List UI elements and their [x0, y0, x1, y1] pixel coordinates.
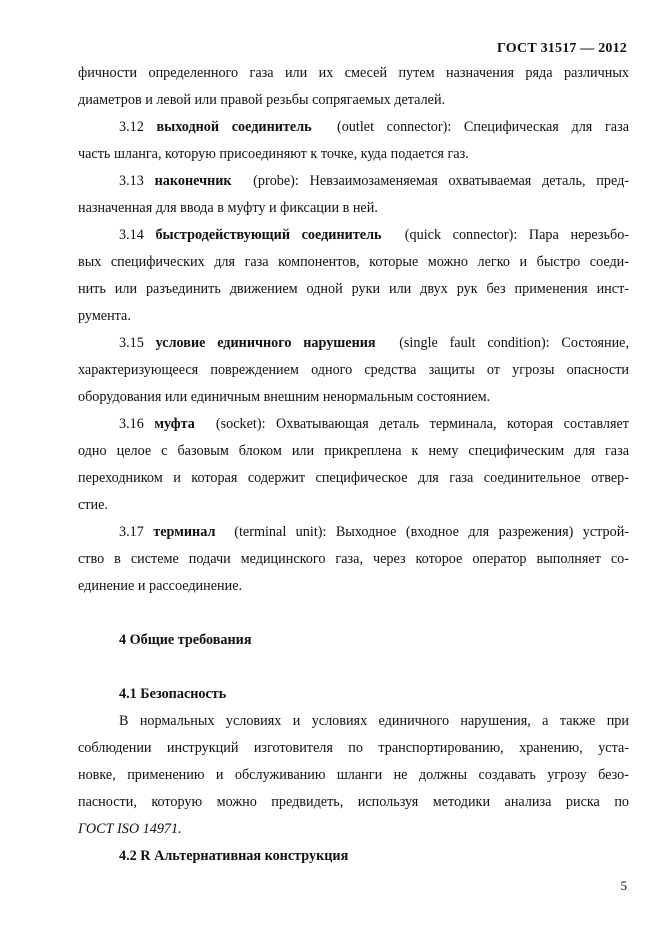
definition-text: (terminal unit): Выходное (входное для разрежения) устрой-	[234, 524, 630, 540]
paragraph-line: назначенная для ввода в муфту и фиксации в ней.	[78, 200, 378, 216]
clause-number: 3.13	[119, 173, 144, 189]
paragraph-line: фичности определенного газа или их смесей путем назначения ряда различных	[78, 65, 629, 81]
document-body	[78, 60, 629, 870]
paragraph-line: одно целое с базовым блоком или прикреплена к нему специфическим для газа	[78, 443, 629, 459]
paragraph-line: пасности, которую можно предвидеть, используя методики анализа риска по	[78, 794, 629, 810]
definition-3-17-line	[78, 519, 629, 546]
standard-reference: ГОСТ ISO 14971.	[78, 821, 182, 837]
defined-term: условие единичного нарушения	[155, 335, 376, 351]
clause-number: 3.17	[119, 524, 144, 540]
document-header: ГОСТ 31517 — 2012	[497, 41, 627, 56]
clause-number: 3.12	[119, 119, 144, 135]
definition-text: (single fault condition): Состояние,	[399, 335, 630, 351]
definition-3-16-line	[78, 411, 629, 438]
defined-term: выходной соединитель	[156, 119, 312, 135]
spacer	[78, 654, 629, 681]
paragraph-line: новке, применению и обслуживанию шланги не должны создавать угрозу безо-	[78, 767, 629, 783]
section-4-heading: 4 Общие требования	[119, 632, 252, 648]
defined-term: быстродействующий соединитель	[155, 227, 382, 243]
definition-3-14-line	[78, 222, 629, 249]
paragraph-line: ство в системе подачи медицинского газа, через которое оператор выполняет со-	[78, 551, 629, 567]
defined-term: терминал	[153, 524, 216, 540]
definition-text: (quick connector): Пара нерезьбо-	[404, 227, 630, 243]
definition-3-15-line	[78, 330, 629, 357]
defined-term: наконечник	[154, 173, 232, 189]
paragraph-line: В нормальных условиях и условиях единичного нарушения, а также при	[119, 713, 629, 729]
definition-text: (probe): Невзаимозаменяемая охватываемая деталь, пред-	[253, 173, 630, 189]
section-4-2-heading: 4.2 R Альтернативная конструкция	[119, 848, 349, 864]
definition-text: (outlet connector): Специфическая для газа	[336, 119, 629, 135]
paragraph-line: переходником и которая содержит специфическое для газа соединительное отвер-	[78, 470, 629, 486]
definition-text: (socket): Охватывающая деталь терминала, которая составляет	[215, 416, 630, 432]
clause-number: 3.15	[119, 335, 144, 351]
paragraph-line: часть шланга, которую присоединяют к точке, куда подается газ.	[78, 146, 469, 162]
paragraph-line: румента.	[78, 308, 131, 324]
clause-number: 3.14	[119, 227, 144, 243]
paragraph-line: стие.	[78, 497, 108, 513]
page-number: 5	[620, 878, 627, 893]
paragraph-line: нить или разъединить движением одной руки или двух рук без применения инст-	[78, 281, 629, 297]
paragraph-line: вых специфических для газа компонентов, которые можно легко и быстро соеди-	[78, 254, 629, 270]
spacer	[78, 600, 629, 627]
defined-term: муфта	[154, 416, 195, 432]
paragraph-line: единение и рассоединение.	[78, 578, 243, 594]
paragraph-line: характеризующееся повреждением одного средства защиты от угрозы опасности	[78, 362, 629, 378]
paragraph-line: диаметров и левой или правой резьбы сопрягаемых деталей.	[78, 92, 446, 108]
paragraph-line: оборудования или единичным внешним ненормальным состоянием.	[78, 389, 491, 405]
paragraph-line: соблюдении инструкций изготовителя по транспортированию, хранению, уста-	[78, 740, 629, 756]
section-4-1-heading: 4.1 Безопасность	[119, 686, 227, 702]
definition-3-13-line	[78, 168, 629, 195]
definition-3-12-line	[78, 114, 629, 141]
clause-number: 3.16	[119, 416, 144, 432]
